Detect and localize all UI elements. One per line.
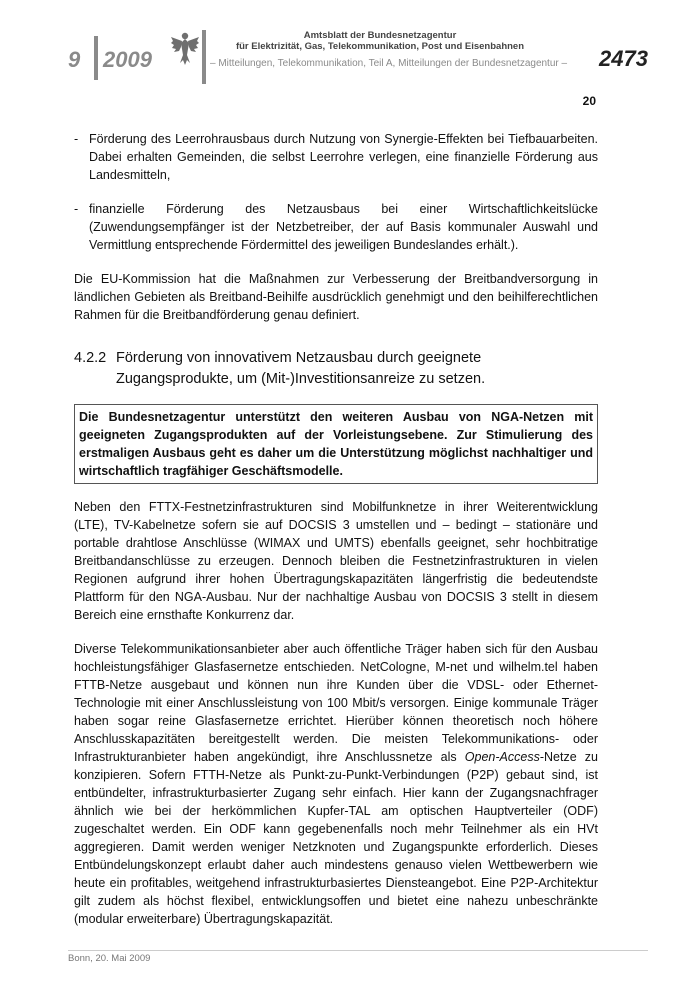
document-page-number: 20 — [582, 94, 596, 108]
footer-date: Bonn, 20. Mai 2009 — [68, 953, 151, 964]
header-title-line2: für Elektrizität, Gas, Telekommunikation, Post und Eisenbahnen — [235, 41, 525, 52]
document-body — [74, 130, 598, 928]
issue-year: 2009 — [103, 47, 152, 72]
footer-divider — [68, 950, 648, 951]
paragraph-diverse-providers — [74, 640, 598, 928]
header-divider — [94, 36, 98, 80]
header-divider-2 — [202, 30, 206, 84]
section-heading — [74, 348, 598, 390]
list-item-text: finanzielle Förderung des Netzausbaus bei einer Wirtschaftlichkeitslücke (Zuwendungsempfänger ist der Netzbetreiber, der auf Basis kommunaler Auswahl und Vermittlung entsprechende Fördermittel des jeweiligen Bundeslandes erhält.). — [89, 202, 598, 252]
list-item — [74, 130, 598, 184]
bullet-dash: - — [74, 202, 79, 216]
list-item-text: Förderung des Leerrohrausbaus durch Nutzung von Synergie-Effekten bei Tiefbauarbeiten. Dabei erhalten Gemeinden, die selbst Leerrohre verlegen, eine finanzielle Förderung aus Landesmitteln, — [89, 132, 598, 182]
paragraph-fttx: Neben den FTTX-Festnetzinfrastrukturen sind Mobilfunknetze in ihrer Weiterentwicklung (LTE), TV-Kabelnetze sofern sie auf DOCSIS 3 umstellen und – bedingt – stationäre und portable drahtlose Anschlüsse (WIMAX und UMTS) ebenfalls geeignet, sehr hochbitratige Breitbandanschlüsse zu erzeugen. Dennoch bleiben die Festnetzinfrastrukturen in vielen Regionen aufgrund ihrer hohen Übertragungskapazitäten längerfristig die bedeutendste Plattform für den NGA-Ausbau. Nur der nachhaltige Ausbau von DOCSIS 3 stellt in diesem Bereich eine ernsthafte Konkurrenz dar. — [74, 500, 598, 622]
header-title-line1: Amtsblatt der Bundesnetzagentur — [303, 30, 457, 41]
issue-number: 9 — [68, 47, 81, 72]
header-subtitle: – Mitteilungen, Telekommunikation, Teil A, Mitteilungen der Bundesnetzagentur – — [210, 58, 568, 69]
paragraph-eu-commission: Die EU-Kommission hat die Maßnahmen zur Verbesserung der Breitbandversorgung in ländlichen Gebieten als Breitband-Beihilfe ausdrücklich genehmigt und den beihilferechtlichen Rahmen für die Breitbandförderung genau definiert. — [74, 272, 598, 322]
section-number: 4.2.2 — [74, 350, 107, 366]
list-item — [74, 200, 598, 254]
journal-page-number: 2473 — [599, 46, 648, 71]
section-title: Förderung von innovativem Netzausbau durch geeignete Zugangsprodukte, um (Mit-)Investitionsanreize zu setzen. — [116, 350, 486, 387]
paragraph-text: -Netze zu konzipieren. Sofern FTTH-Netze als Punkt-zu-Punkt-Verbindungen (P2P) gebaut sind, ist entbündelter, infrastrukturbasierter Zugang sehr einfach. Hier kann der Zugangsnachfrager ähnlich wie bei der herkömmlichen Kupfer-TAL am optischen Hauptverteiler (ODF) zugeschaltet werden. Ein ODF kann gegebenenfalls noch mehr Teilnehmer als ein HVt aggregieren. Damit werden weniger Netzknoten und Zugangspunkte erforderlich. Dieses Entbündelungskonzept erlaubt daher auch mindestens genauso vielen Wettbewerbern wie heute ein profitables, weitgehend infrastrukturbasiertes Diensteangebot. Eine P2P-Architektur gilt zudem als höchst flexibel, entwicklungsoffen und bietet eine nahezu unbeschränkte (modular erweiterbare) Übertragungskapazität. — [74, 750, 598, 926]
summary-box: Die Bundesnetzagentur unterstützt den weiteren Ausbau von NGA-Netzen mit geeigneten Zugangsprodukten auf der Vorleistungsebene. Zur Stimulierung des erstmaligen Ausbaus geht es daher um die Unterstützung möglichst nachhaltiger und wirtschaftlich tragfähiger Geschäftsmodelle. — [74, 404, 598, 484]
emphasis-open-access: Open-Access — [464, 750, 540, 764]
bullet-dash: - — [74, 132, 79, 146]
federal-eagle-icon — [170, 31, 200, 67]
paragraph-text: Diverse Telekommunikationsanbieter aber auch öffentliche Träger haben sich für den Ausbau hochleistungsfähiger Glasfasernetze entschieden. NetCologne, M-net und wilhelm.tel haben FTTB-Netze ausgebaut und können nun ihre Kunden über die VDSL- oder Ethernet-Technologie mit einer Anschlussleistung von 100 Mbit/s versorgen. Einige kommunale Träger haben sogar reine Glasfasernetze errichtet. Hierüber können theoretisch noch höhere Anschlusskapazitäten bereitgestellt werden. Die meisten Telekommunikations- oder Infrastrukturanbieter haben angekündigt, ihre Anschlussnetze als — [74, 642, 598, 764]
